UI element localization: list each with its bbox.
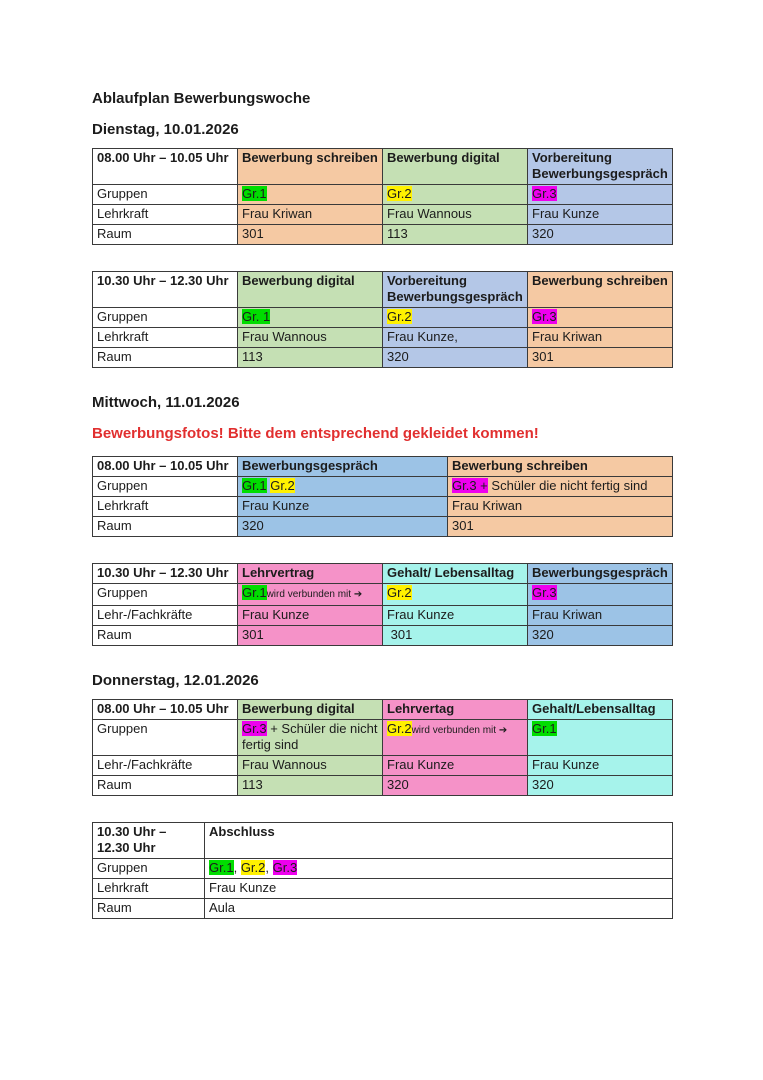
group-text: wird verbunden mit ➔ [411,725,508,736]
room-cell: Aula [205,899,673,919]
row-label: Lehrkraft [93,328,238,348]
column-header-cell: Bewerbung digital [238,700,383,720]
group-cell [238,308,383,328]
teacher-cell: Frau Wannous [383,205,528,225]
group-cell [448,477,673,497]
table-header [93,457,673,477]
group-highlight: Gr.2 [387,721,412,736]
room-row [93,626,673,646]
row-label: Lehrkraft [93,879,205,899]
table-body [93,477,673,537]
group-highlight: Gr.2 [387,309,412,324]
groups-row [93,185,673,205]
page-title: Ablaufplan Bewerbungswoche [92,90,311,107]
groups-row [93,584,673,606]
room-cell: 301 [528,348,673,368]
group-cell [528,185,673,205]
column-header-cell: Bewerbungsgespräch [238,457,448,477]
table-body [93,185,673,245]
row-label: Lehr-/Fachkräfte [93,606,238,626]
column-header-cell: Lehrvertrag [238,564,383,584]
schedule-table [92,148,673,245]
group-cell [528,308,673,328]
notice-text: Bewerbungsfotos! Bitte dem entsprechend gekleidet kommen! [92,425,539,442]
group-highlight: Gr.3 [532,186,557,201]
table-body [93,720,673,796]
time-cell: 08.00 Uhr – 10.05 Uhr [93,149,238,185]
table-header [93,823,673,859]
column-header-cell: Gehalt/ Lebensalltag [383,564,528,584]
table-body [93,308,673,368]
room-cell: 320 [528,776,673,796]
group-highlight: Gr.3 [532,585,557,600]
header-row [93,564,673,584]
group-highlight: Gr.1 [242,585,267,600]
table-body [93,859,673,919]
teacher-cell: Frau Wannous [238,756,383,776]
column-header-cell: Bewerbung schreiben [528,272,673,308]
group-highlight: Gr.2 [387,186,412,201]
table-header [93,564,673,584]
group-text: Schüler die nicht fertig sind [487,478,648,493]
column-header-cell: Vorbereitung Bewerbungsgespräch [383,272,528,308]
time-cell: 08.00 Uhr – 10.05 Uhr [93,700,238,720]
day-heading: Dienstag, 10.01.2026 [92,121,239,138]
group-text: + Schüler die nicht fertig sind [242,721,382,752]
group-highlight: Gr. 1 [242,309,271,324]
room-cell: 301 [238,225,383,245]
schedule-table [92,822,673,919]
row-label: Raum [93,899,205,919]
group-text: wird verbunden mit ➔ [266,589,363,600]
group-highlight: Gr.3 + [452,478,488,493]
table-header [93,272,673,308]
group-highlight: Gr.3 [272,860,298,875]
table-body [93,584,673,646]
row-label: Gruppen [93,720,238,756]
teacher-cell: Frau Kunze [238,497,448,517]
row-label: Lehrkraft [93,497,238,517]
room-row [93,899,673,919]
group-cell [238,185,383,205]
day-heading: Donnerstag, 12.01.2026 [92,672,259,689]
teacher-row [93,328,673,348]
group-highlight: Gr.2 [270,478,295,493]
group-cell [528,584,673,606]
teacher-row [93,606,673,626]
room-cell: 320 [383,776,528,796]
groups-row [93,308,673,328]
group-highlight: Gr.3 [242,721,267,736]
teacher-cell: Frau Kunze [238,606,383,626]
room-cell: 301 [448,517,673,537]
teacher-cell: Frau Kunze [205,879,673,899]
schedule-table [92,699,673,796]
group-highlight: Gr.1 [242,478,267,493]
room-cell: 301 [238,626,383,646]
room-row [93,517,673,537]
row-label: Raum [93,776,238,796]
group-cell [528,720,673,756]
teacher-row [93,497,673,517]
teacher-row [93,756,673,776]
teacher-cell: Frau Kriwan [238,205,383,225]
schedule-table [92,456,673,537]
teacher-cell: Frau Wannous [238,328,383,348]
teacher-cell: Frau Kriwan [528,606,673,626]
room-cell: 113 [238,348,383,368]
column-header-cell: Gehalt/Lebensalltag [528,700,673,720]
group-cell [205,859,673,879]
group-highlight: Gr.2 [240,860,266,875]
group-cell [238,477,448,497]
row-label: Lehr-/Fachkräfte [93,756,238,776]
row-label: Gruppen [93,185,238,205]
room-cell: 113 [383,225,528,245]
table-header [93,700,673,720]
room-cell: 320 [528,626,673,646]
group-highlight: Gr.3 [532,309,557,324]
column-header-cell: Bewerbung digital [238,272,383,308]
header-row [93,272,673,308]
teacher-cell: Frau Kriwan [528,328,673,348]
table-header [93,149,673,185]
column-header-cell: Bewerbungsgespräch [528,564,673,584]
groups-row [93,720,673,756]
column-header-cell: Lehrvertag [383,700,528,720]
group-cell [383,185,528,205]
group-highlight: Gr.2 [387,585,412,600]
teacher-cell: Frau Kunze [528,205,673,225]
row-label: Raum [93,517,238,537]
header-row [93,457,673,477]
groups-row [93,477,673,497]
group-cell [238,584,383,606]
document-body [92,121,763,919]
group-cell [383,584,528,606]
group-text: , [265,860,273,875]
row-label: Gruppen [93,308,238,328]
row-label: Gruppen [93,859,205,879]
day-heading: Mittwoch, 11.01.2026 [92,394,240,411]
column-header-cell: Bewerbung digital [383,149,528,185]
group-highlight: Gr.1 [242,186,267,201]
room-cell: 301 [383,626,528,646]
group-text: , [233,860,241,875]
group-highlight: Gr.1 [209,860,234,875]
teacher-row [93,879,673,899]
group-cell [238,720,383,756]
teacher-cell: Frau Kunze [383,606,528,626]
room-row [93,348,673,368]
group-highlight: Gr.1 [532,721,557,736]
time-cell: 10.30 Uhr – 12.30 Uhr [93,823,205,859]
time-cell: 10.30 Uhr – 12.30 Uhr [93,272,238,308]
group-cell [383,308,528,328]
row-label: Gruppen [93,477,238,497]
column-header-cell: Vorbereitung Bewerbungsgespräch [528,149,673,185]
row-label: Raum [93,225,238,245]
schedule-table [92,563,673,646]
room-row [93,225,673,245]
column-header-cell: Abschluss [205,823,673,859]
header-row [93,700,673,720]
row-label: Gruppen [93,584,238,606]
row-label: Raum [93,626,238,646]
teacher-row [93,205,673,225]
teacher-cell: Frau Kunze [383,756,528,776]
room-cell: 320 [383,348,528,368]
column-header-cell: Bewerbung schreiben [448,457,673,477]
room-cell: 320 [238,517,448,537]
row-label: Raum [93,348,238,368]
room-cell: 320 [528,225,673,245]
group-cell [383,720,528,756]
header-row [93,149,673,185]
teacher-cell: Frau Kunze [528,756,673,776]
column-header-cell: Bewerbung schreiben [238,149,383,185]
room-row [93,776,673,796]
teacher-cell: Frau Kunze, [383,328,528,348]
schedule-table [92,271,673,368]
room-cell: 113 [238,776,383,796]
teacher-cell: Frau Kriwan [448,497,673,517]
time-cell: 10.30 Uhr – 12.30 Uhr [93,564,238,584]
groups-row [93,859,673,879]
header-row [93,823,673,859]
time-cell: 08.00 Uhr – 10.05 Uhr [93,457,238,477]
row-label: Lehrkraft [93,205,238,225]
